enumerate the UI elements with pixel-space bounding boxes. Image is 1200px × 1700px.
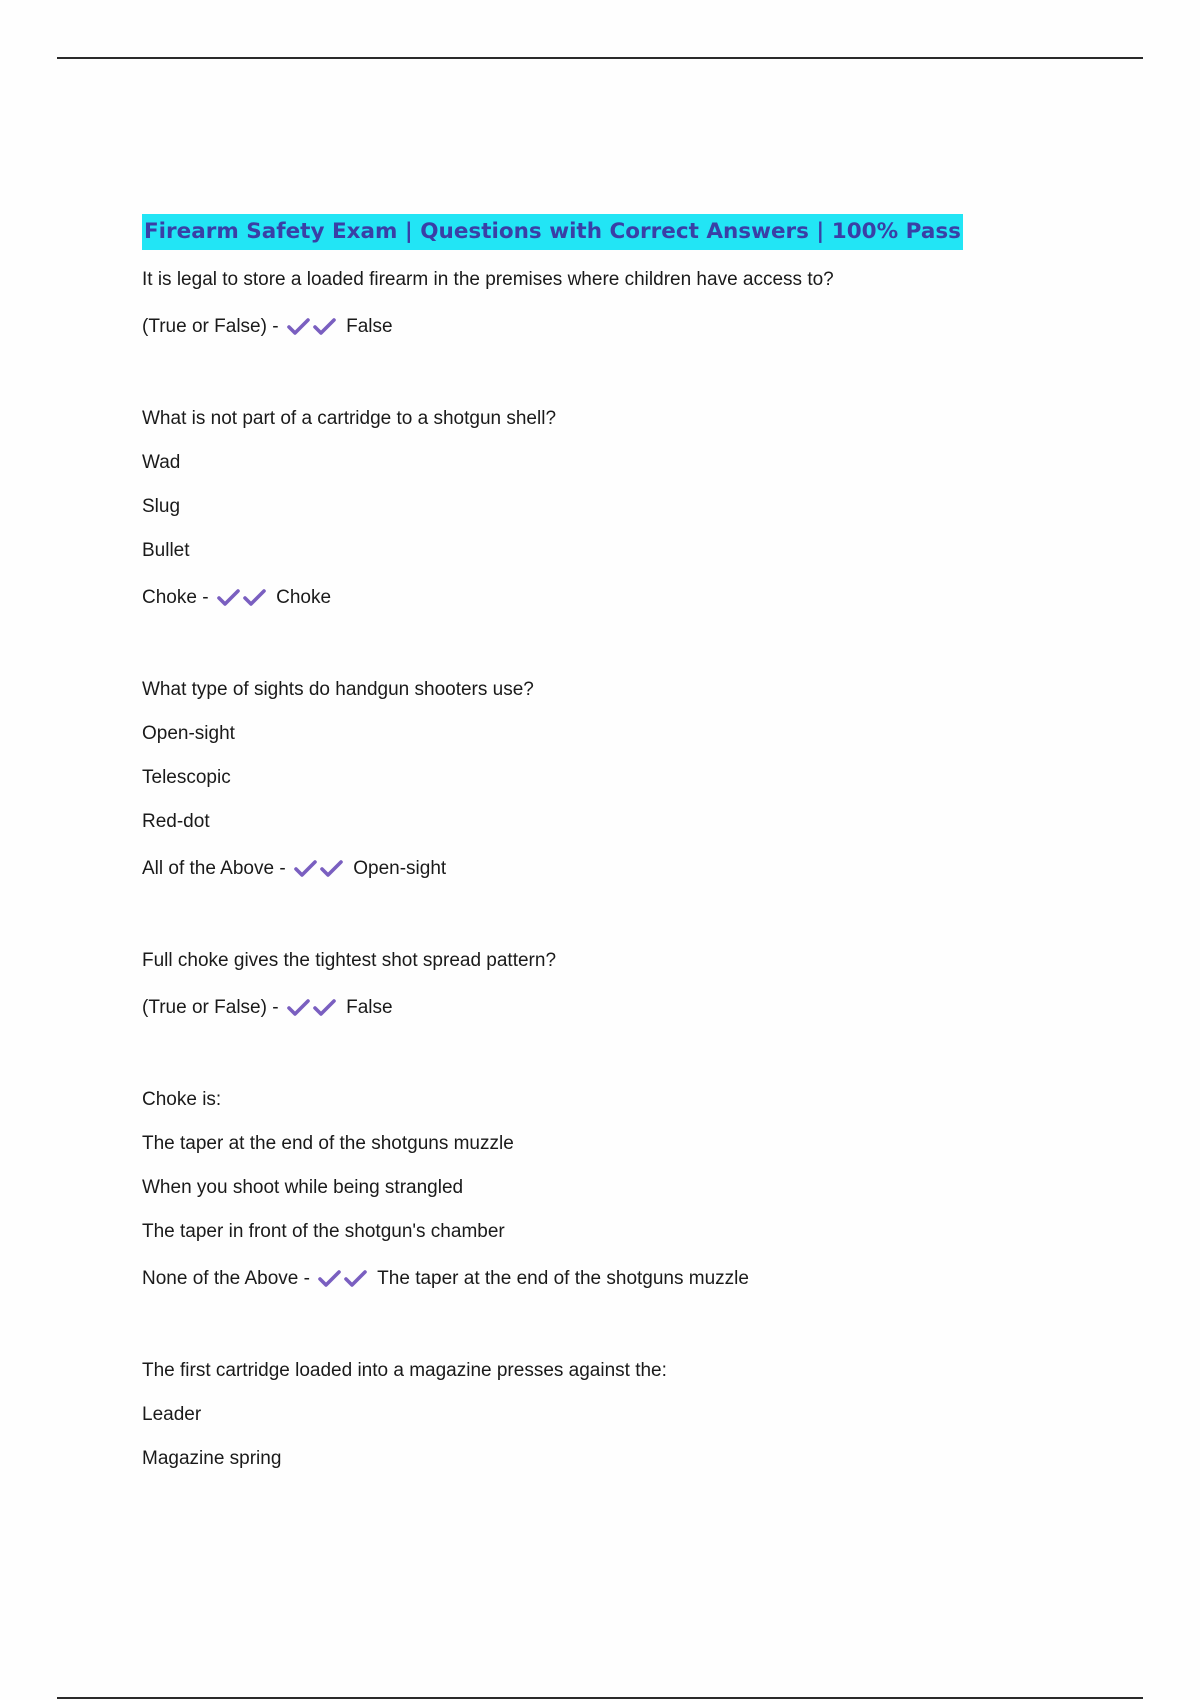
question-text: What type of sights do handgun shooters use? [142,679,534,700]
question-block [142,668,1102,893]
checkmark-icon [317,1269,343,1289]
answer-prefix: All of the Above - [142,858,286,879]
answer-line [142,573,1102,622]
answer-line [142,1254,1102,1303]
question-text: It is legal to store a loaded firearm in the premises where children have access to? [142,269,834,290]
question-text: Full choke gives the tightest shot spread pattern? [142,950,557,971]
checkmark-icon [343,1269,369,1289]
double-check-marker [317,1254,369,1303]
double-check-marker [216,573,268,622]
correct-answer: False [346,997,393,1018]
double-check-marker [286,983,338,1032]
answer-prefix: (True or False) - [142,997,279,1018]
answer-option: Magazine spring [142,1448,282,1469]
question-block [142,397,1102,622]
answer-prefix: None of the Above - [142,1268,310,1289]
document-title: Firearm Safety Exam | Questions with Correct Answers | 100% Pass [142,214,963,250]
question-text: The first cartridge loaded into a magazine presses against the: [142,1360,667,1381]
checkmark-icon [286,998,312,1018]
answer-line [142,983,1102,1032]
answer-option: Leader [142,1404,202,1425]
checkmark-icon [286,317,312,337]
answer-line [142,302,1102,351]
exam-content [142,214,1102,1481]
question-block [142,939,1102,1032]
question-block [142,258,1102,351]
answer-option: Bullet [142,540,190,561]
header-rule [57,57,1143,59]
checkmark-icon [312,317,338,337]
checkmark-icon [242,588,268,608]
answer-prefix: Choke - [142,587,209,608]
question-text: Choke is: [142,1089,222,1110]
answer-option: Telescopic [142,767,231,788]
question-block [142,1078,1102,1303]
question-block [142,1349,1102,1481]
correct-answer: False [346,316,393,337]
answer-option: Wad [142,452,181,473]
correct-answer: The taper at the end of the shotguns muzzle [377,1268,749,1289]
correct-answer: Choke [276,587,332,608]
answer-option: The taper at the end of the shotguns muzzle [142,1133,514,1154]
checkmark-icon [319,859,345,879]
checkmark-icon [293,859,319,879]
answer-option: Open-sight [142,723,235,744]
double-check-marker [286,302,338,351]
double-check-marker [293,844,345,893]
answer-option: Slug [142,496,181,517]
correct-answer: Open-sight [353,858,447,879]
answer-line [142,844,1102,893]
checkmark-icon [312,998,338,1018]
answer-option: When you shoot while being strangled [142,1177,464,1198]
answer-prefix: (True or False) - [142,316,279,337]
answer-option: Red-dot [142,811,210,832]
question-text: What is not part of a cartridge to a shotgun shell? [142,408,557,429]
checkmark-icon [216,588,242,608]
answer-option: The taper in front of the shotgun's chamber [142,1221,505,1242]
footer-rule [57,1697,1143,1699]
